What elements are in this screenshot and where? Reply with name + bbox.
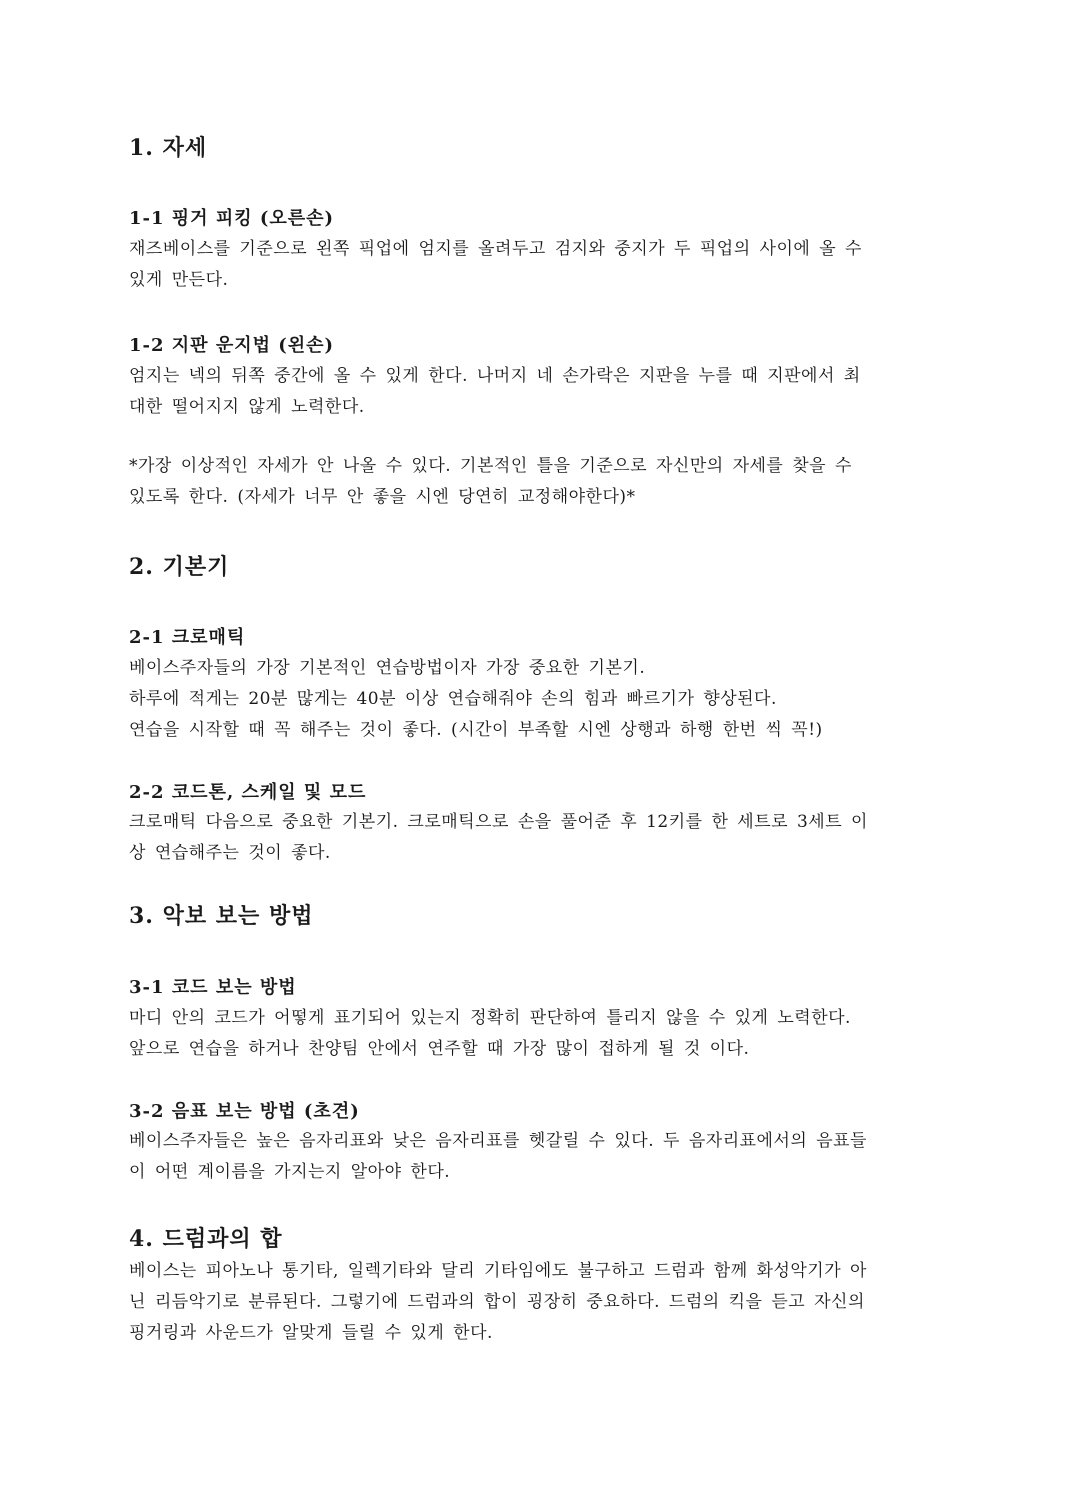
- text-line: 크로매틱 다음으로 중요한 기본기. 크로매틱으로 손을 풀어준 후 12키를 한 세트로 3세트 이: [129, 812, 868, 832]
- text-line: *가장 이상적인 자세가 안 나올 수 있다. 기본적인 틀을 기준으로 자신만의 자세를 찾을 수: [129, 456, 852, 476]
- section-4-body: [129, 1256, 932, 1349]
- subsection-3-2-body: [129, 1126, 932, 1188]
- subsection-3-1-title: 3-1 코드 보는 방법: [129, 977, 297, 998]
- subsection-1-2-title: 1-2 지판 운지법 (왼손): [129, 335, 335, 356]
- subsection-3-1-body: [129, 1003, 932, 1065]
- text-line: 하루에 적게는 20분 많게는 40분 이상 연습해줘야 손의 힘과 빠르기가 향상된다.: [129, 689, 777, 709]
- section-4-title: 4. 드럼과의 합: [129, 1226, 283, 1252]
- section-2-title: 2. 기본기: [129, 554, 230, 580]
- text-line: 연습을 시작할 때 꼭 해주는 것이 좋다. (시간이 부족할 시엔 상행과 하행 한번 씩 꼭!): [129, 720, 823, 740]
- text-line: 대한 떨어지지 않게 노력한다.: [129, 397, 365, 417]
- subsection-1-1-body: [129, 234, 932, 296]
- section-3-title: 3. 악보 보는 방법: [129, 903, 314, 929]
- subsection-2-2-title: 2-2 코드톤, 스케일 및 모드: [129, 782, 367, 803]
- text-line: 있게 만든다.: [129, 270, 229, 290]
- text-line: 핑거링과 사운드가 알맞게 들릴 수 있게 한다.: [129, 1323, 493, 1343]
- text-line: 상 연습해주는 것이 좋다.: [129, 843, 331, 863]
- text-line: 닌 리듬악기로 분류된다. 그렇기에 드럼과의 합이 굉장히 중요하다. 드럼의 킥을 듣고 자신의: [129, 1292, 865, 1312]
- text-line: 앞으로 연습을 하거나 찬양팀 안에서 연주할 때 가장 많이 접하게 될 것 이다.: [129, 1039, 750, 1059]
- text-line: 있도록 한다. (자세가 너무 안 좋을 시엔 당연히 교정해야한다)*: [129, 487, 636, 507]
- text-line: 베이스주자들의 가장 기본적인 연습방법이자 가장 중요한 기본기.: [129, 658, 646, 678]
- text-line: 재즈베이스를 기준으로 왼쪽 픽업에 엄지를 올려두고 검지와 중지가 두 픽업의 사이에 올 수: [129, 239, 862, 259]
- text-line: 베이스는 피아노나 통기타, 일렉기타와 달리 기타임에도 불구하고 드럼과 함께 화성악기가 아: [129, 1261, 867, 1281]
- text-line: 이 어떤 계이름을 가지는지 알아야 한다.: [129, 1162, 451, 1182]
- section-1-note: [129, 451, 932, 513]
- subsection-1-1-title: 1-1 핑거 피킹 (오른손): [129, 208, 335, 229]
- section-1-title: 1. 자세: [129, 135, 208, 161]
- subsection-2-2-body: [129, 807, 932, 869]
- subsection-3-2-title: 3-2 음표 보는 방법 (초견): [129, 1101, 360, 1122]
- subsection-2-1-title: 2-1 크로매틱: [129, 627, 246, 648]
- text-line: 엄지는 넥의 뒤쪽 중간에 올 수 있게 한다. 나머지 네 손가락은 지판을 누를 때 지판에서 최: [129, 366, 861, 386]
- subsection-1-2-body: [129, 361, 932, 423]
- text-line: 마디 안의 코드가 어떻게 표기되어 있는지 정확히 판단하여 틀리지 않을 수 있게 노력한다.: [129, 1008, 851, 1028]
- subsection-2-1-body: [129, 653, 932, 746]
- text-line: 베이스주자들은 높은 음자리표와 낮은 음자리표를 헷갈릴 수 있다. 두 음자리표에서의 음표들: [129, 1131, 867, 1151]
